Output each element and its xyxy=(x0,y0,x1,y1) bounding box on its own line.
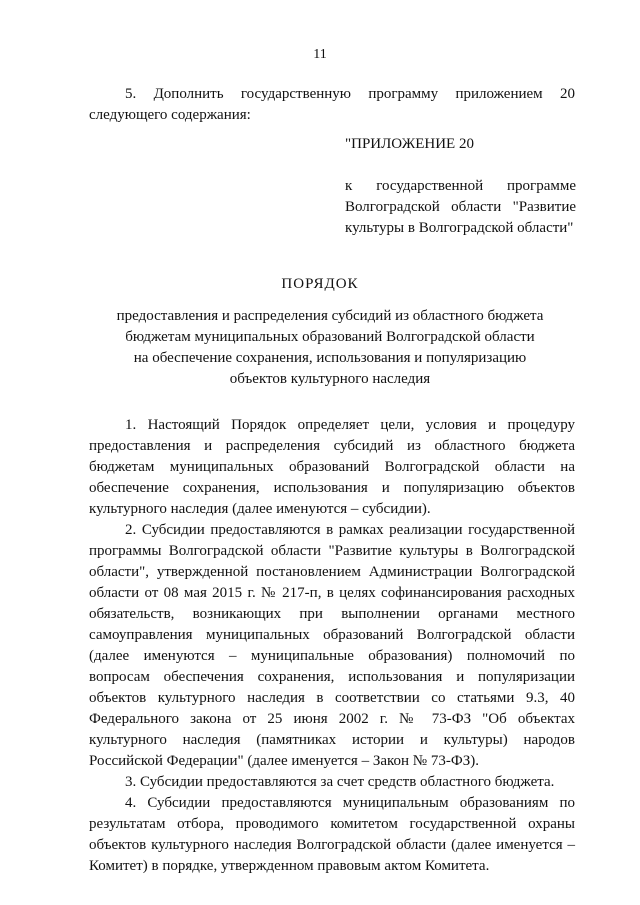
page-number: 11 xyxy=(313,47,327,62)
paragraph-1: 1. Настоящий Порядок определяет цели, условия и процедуру предоставления и распределения субсидий из областного бюджета бюджетам муниципальных образований Волгоградской области на обеспечение сохранения, использования и популяризацию объектов культурного наследия (далее именуются – субсидии). xyxy=(89,417,575,517)
document-body xyxy=(89,415,575,877)
appendix-heading-block xyxy=(345,134,576,239)
item-5-paragraph xyxy=(89,84,575,126)
paragraph-3: 3. Субсидии предоставляются за счет средств областного бюджета. xyxy=(125,774,555,790)
paragraph-2: 2. Субсидии предоставляются в рамках реализации государственной программы Волгоградской области "Развитие культуры в Волгоградской области", утвержденной постановлением Администрации Волгоградской области от 08 мая 2015 г. № 217-п, в целях софинансирования расходных обязательств, возникающих при выполнении органами местного самоуправления муниципальных образований Волгоградской области (далее именуются – муниципальные образования) полномочий по вопросам обеспечения сохранения, использования и популяризации объектов культурного наследия в соответствии со статьями 9.3, 40 Федерального закона от 25 июня 2002 г. № 73-ФЗ "Об объектах культурного наследия (памятниках истории и культуры) народов Российской Федерации" (далее именуется – Закон № 73-ФЗ). xyxy=(89,522,575,769)
item-5-line-1: 5. Дополнить государственную программу приложением 20 xyxy=(125,86,575,102)
document-subtitle: предоставления и распределения субсидий из областного бюджета бюджетам муниципальных образований Волгоградской области на обеспечение сохранения, использования и популяризацию объектов культурного наследия xyxy=(116,308,544,387)
appendix-reference: к государственной программе Волгоградской области "Развитие культуры в Волгоградской области" xyxy=(345,178,576,236)
paragraph-4: 4. Субсидии предоставляются муниципальным образованиям по результатам отбора, проводимого комитетом государственной охраны объектов культурного наследия Волгоградской области (далее именуется – Комитет) в порядке, утвержденном правовым актом Комитета. xyxy=(89,795,575,874)
document-title: ПОРЯДОК xyxy=(281,276,359,292)
item-5-line-2: следующего содержания: xyxy=(89,107,251,123)
appendix-title: "ПРИЛОЖЕНИЕ 20 xyxy=(345,136,474,152)
